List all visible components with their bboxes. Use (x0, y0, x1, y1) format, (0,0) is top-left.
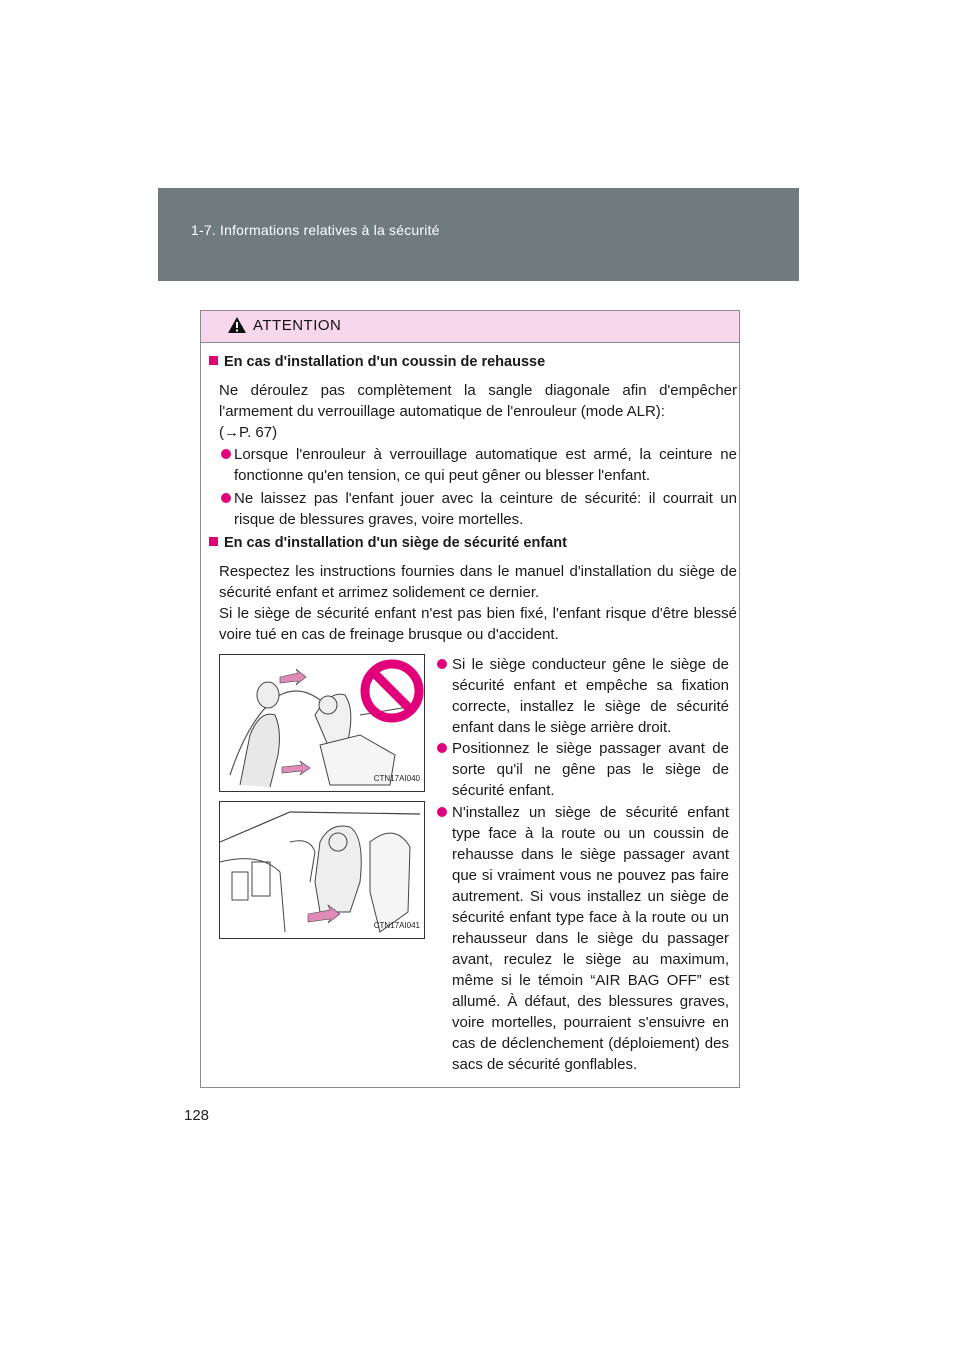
section-title: 1-7. Informations relatives à la sécurité (191, 222, 440, 238)
warning-triangle-icon (227, 316, 247, 334)
bullet-text: Ne laissez pas l'enfant jouer avec la ceinture de sécurité: il courrait un risque de blessures graves, voire mortelles. (234, 490, 737, 528)
section-heading-text: En cas d'installation d'un coussin de rehausse (224, 354, 546, 370)
bullet-dot-icon (437, 659, 447, 669)
attention-header (201, 311, 739, 343)
square-bullet-icon (209, 356, 218, 365)
bullet-text: Positionnez le siège passager avant de sorte qu'il ne gêne pas le siège de sécurité enfant. (452, 740, 729, 799)
figure-rear-facing-seat (219, 801, 425, 939)
attention-content (201, 342, 739, 1087)
child-seat-paragraph-1: Respectez les instructions fournies dans le manuel d'installation du siège de sécurité enfant et arrimez solidement ce dernier. (219, 563, 737, 601)
section-heading-child-seat (209, 533, 567, 554)
booster-paragraph: Ne déroulez pas complètement la sangle diagonale afin d'empêcher l'armement du verrouillage automatique de l'enrouleur (mode ALR): (219, 382, 737, 420)
section-heading-booster (209, 352, 545, 373)
page-reference: (→P. 67) (219, 424, 278, 441)
bullet-text: Si le siège conducteur gêne le siège de sécurité enfant et empêche sa fixation correcte, installez le siège de sécurité enfant dans le siège arrière droit. (452, 656, 729, 736)
figure-code: CTN17AI040 (373, 774, 420, 783)
child-seat-paragraph-2: Si le siège de sécurité enfant n'est pas bien fixé, l'enfant risque d'être blessé voire tué en cas de freinage brusque ou d'accident. (219, 605, 737, 643)
section-header-band (158, 188, 799, 281)
page-number: 128 (184, 1107, 210, 1124)
bullet-text: Lorsque l'enrouleur à verrouillage automatique est armé, la ceinture ne fonctionne qu'en tension, ce qui peut gêner ou blesser l'enfant. (234, 446, 737, 484)
bullet-dot-icon (221, 493, 231, 503)
bullet-dot-icon (221, 449, 231, 459)
figure-driver-seat-prohibited (219, 654, 425, 792)
figure-code: CTN17AI041 (373, 921, 420, 930)
attention-box (200, 310, 740, 1088)
bullet-text: N'installez un siège de sécurité enfant type face à la route ou un coussin de rehausse dans le siège passager avant que si vraiment vous ne pouvez pas faire autrement. Si vous installez un siège de sécurité enfant type face à la route ou un rehausseur dans le siège du passager avant, reculez le siège au maximum, même si le témoin “AIR BAG OFF” est allumé. À défaut, des blessures graves, voire mortelles, pourraient s'ensuivre en cas de déclenchement (déploiement) des sacs de sécurité gonflables. (452, 804, 729, 1073)
bullet-dot-icon (437, 807, 447, 817)
square-bullet-icon (209, 537, 218, 546)
attention-label: ATTENTION (253, 317, 342, 334)
bullet-dot-icon (437, 743, 447, 753)
section-heading-text: En cas d'installation d'un siège de sécurité enfant (224, 535, 567, 551)
